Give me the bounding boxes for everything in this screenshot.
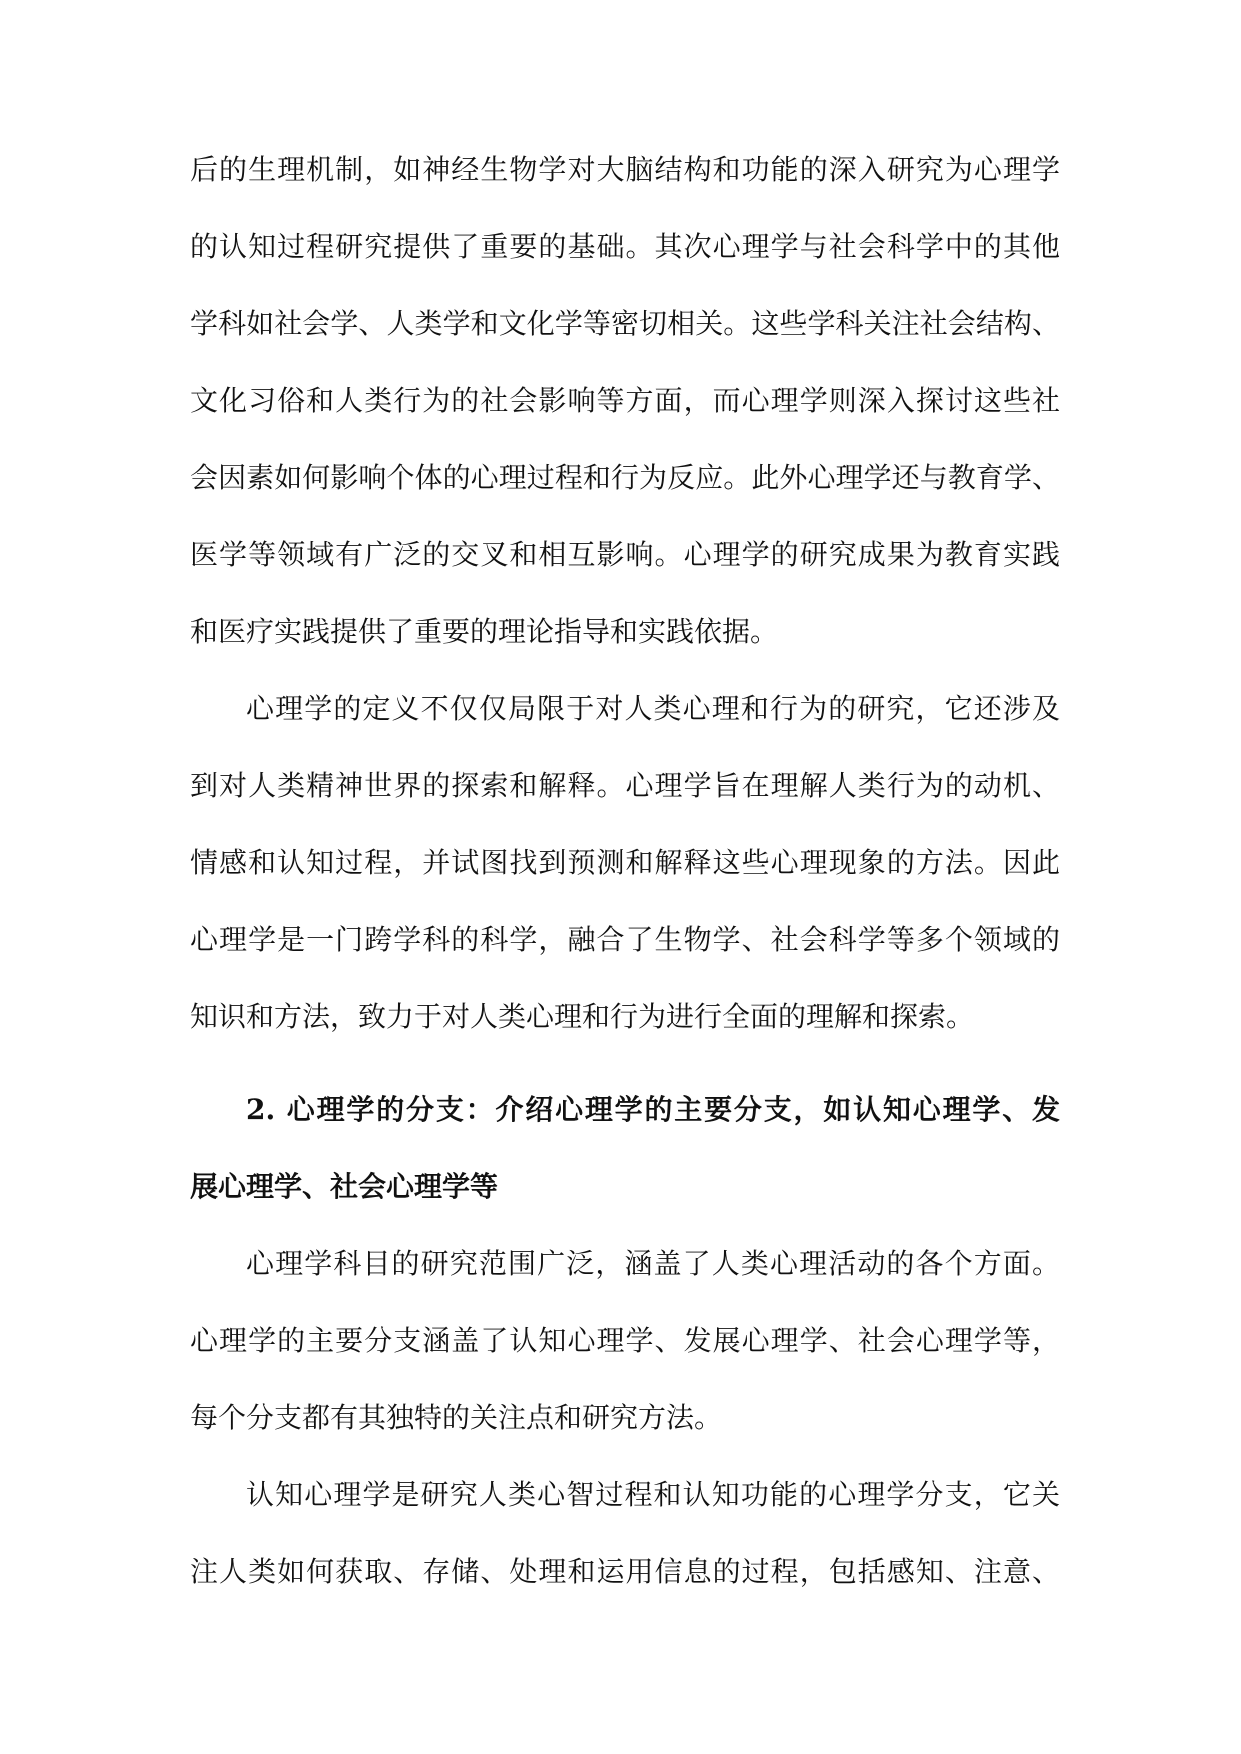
paragraph-line: 心理学是一门跨学科的科学，融合了生物学、社会科学等多个领域的 [190,923,1060,956]
paragraph-line: 的认知过程研究提供了重要的基础。其次心理学与社会科学中的其他 [190,230,1060,263]
paragraph-line: 注人类如何获取、存储、处理和运用信息的过程，包括感知、注意、 [190,1555,1060,1588]
paragraph-line: 文化习俗和人类行为的社会影响等方面，而心理学则深入探讨这些社 [190,384,1060,417]
paragraph-line: 心理学的定义不仅仅局限于对人类心理和行为的研究，它还涉及 [246,692,1060,725]
paragraph-line: 医学等领域有广泛的交叉和相互影响。心理学的研究成果为教育实践 [190,538,1060,571]
paragraph-line: 后的生理机制，如神经生物学对大脑结构和功能的深入研究为心理学 [190,153,1060,186]
paragraph-line: 学科如社会学、人类学和文化学等密切相关。这些学科关注社会结构、 [190,307,1060,340]
paragraph-line: 会因素如何影响个体的心理过程和行为反应。此外心理学还与教育学、 [190,461,1060,494]
paragraph-line: 心理学科目的研究范围广泛，涵盖了人类心理活动的各个方面。 [246,1247,1060,1280]
paragraph-line: 心理学的主要分支涵盖了认知心理学、发展心理学、社会心理学等， [190,1324,1060,1357]
paragraph-line: 情感和认知过程，并试图找到预测和解释这些心理现象的方法。因此 [190,846,1060,879]
paragraph-line: 每个分支都有其独特的关注点和研究方法。 [190,1401,723,1434]
section-heading: 2. 心理学的分支：介绍心理学的主要分支，如认知心理学、发 [246,1093,1060,1126]
paragraph-line: 知识和方法，致力于对人类心理和行为进行全面的理解和探索。 [190,1000,975,1033]
section-heading: 展心理学、社会心理学等 [190,1170,499,1203]
paragraph-line: 认知心理学是研究人类心智过程和认知功能的心理学分支，它关 [246,1478,1060,1511]
paragraph-line: 到对人类精神世界的探索和解释。心理学旨在理解人类行为的动机、 [190,769,1060,802]
paragraph-line: 和医疗实践提供了重要的理论指导和实践依据。 [190,615,779,648]
